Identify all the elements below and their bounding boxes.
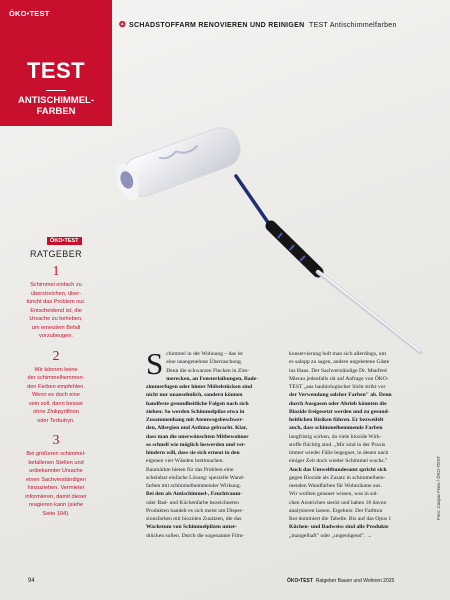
article-line: TEST „aus baubiologischer Sicht strikt vor	[289, 384, 386, 390]
article-line: chen Anstrichen steckt und haben 18 davon	[289, 499, 387, 506]
article-line: oder Bad- und Küchenfarbe bezeichneten	[146, 499, 239, 506]
article-column-2	[289, 350, 426, 540]
article-line: Rot dominiert die Tabelle. Bis auf das Opus 1	[289, 516, 392, 522]
article-line: ins Haus. Der Sachverständige Dr. Manfred	[289, 367, 387, 374]
article-line: Wachstum von Schimmelpilzen unter-	[146, 524, 238, 531]
article-line: den, Allergien und Asthma gebracht. Klar,	[146, 425, 248, 432]
article-line: eigenen vier Wänden breitmachen.	[146, 458, 224, 465]
article-line: farben mit schimmelhemmender Wirkung.	[146, 483, 242, 489]
tip-number: 2	[52, 348, 60, 364]
article-line: hindern will, dass sie sich erneut in den	[146, 450, 240, 456]
article-line: drücken sollen. Durch die sogenannte Film-	[146, 532, 245, 539]
ratgeber-sidebar	[4, 229, 108, 518]
tip-text: Schimmel einfach zu überstreichen, über- tüncht das Problem nur. Entscheidend ist, die Ursache zu beheben, um erneutem Befall vorzubeugen.	[26, 282, 86, 339]
article-line: der Verwendung solcher Farben" ab. Denn	[289, 392, 392, 399]
tip-text: Bei größeren schimmel- befallenen Stellen und unbekannter Ursache einen Sachverständigen hinzuziehen. Vermieter informieren, damit dieser reagieren kann (siehe Seite 104).	[25, 451, 87, 517]
section-label: TEST Antischimmelfarben	[309, 22, 397, 29]
article-line: sionsfarben mit bioziden Zusätzen, die das	[146, 516, 242, 522]
article-line: dass man die unerwünschten Mitbewohner	[146, 433, 249, 440]
footer-publication: ÖKO•TEST Ratgeber Bauen und Wohnen 2025	[287, 578, 395, 584]
article-line: scheinbar einfache Lösung: spezielle Wand-	[146, 474, 245, 481]
tip-text: Wir können keine der schimmelhemmen- den Farben empfehlen. Wenn es doch eine sein soll, dann besser ohne Zinkpyrithion oder Terbutryn.	[27, 366, 85, 424]
article-line: Baumärkte bieten für das Problem eine	[146, 466, 234, 473]
article-line: Auch das Umweltbundesamt spricht sich	[289, 466, 387, 473]
tip-number: 1	[52, 264, 60, 279]
article-line: heitlichen Risiken führen. Er bezweifelt	[289, 417, 384, 423]
photo-credit: Foto: Caspar Fries / ÖKO-TEST	[436, 455, 441, 520]
article-line: durch Ausgasen oder Abrieb könnten die	[289, 400, 387, 407]
article-line: Küchen- und Badweiss sind alle Produkte	[289, 524, 389, 531]
article-line: einiger Zeit doch wieder Schimmel wuchs."	[289, 458, 388, 465]
article-line: langfristig wirken, da viele biozide Wirk-	[289, 433, 382, 440]
brand-logo-text: ÖKO•TEST	[9, 9, 50, 18]
article-line: auch, dass schimmelhemmende Farben	[289, 425, 383, 432]
tip-number: 3	[52, 433, 60, 448]
article-column-1	[146, 346, 283, 540]
test-heading: TEST	[26, 58, 86, 83]
article-line: gegen Biozide als Zusatz in schimmelhem-	[289, 474, 386, 481]
article-line: nicht nur unansehnlich, sondern können	[146, 392, 243, 399]
page-number: 94	[28, 578, 35, 584]
article-line: Produkten handelt es sich meist um Disper-	[146, 507, 244, 514]
article-line: so schnell wie möglich loswerden und ver-	[146, 441, 246, 448]
article-line: Denn die schwarzen Flecken in Zim-	[166, 367, 250, 374]
article-line: stoffe flüchtig sind. „Mir sind in der Praxis	[289, 441, 386, 448]
article-line: Biozide freigesetzt werden und zu gesund-	[289, 408, 390, 415]
article-line: „mangelhaft" oder „ungenügend". →	[289, 532, 373, 539]
section-line	[119, 20, 397, 29]
section-title: SCHADSTOFFARM RENOVIEREN UND REINIGEN	[129, 22, 305, 29]
article-line: es salopp zu sagen, andere ungebetene Gäste	[289, 359, 390, 366]
article-line: menden Wandfarben für Wohnräume aus.	[289, 483, 382, 489]
article-line: Mierau jedenfalls rät auf Anfrage von ÖKO-	[289, 375, 389, 382]
sidebar-brand: ÖKO•TEST	[47, 237, 82, 245]
article-line: analysieren lassen. Ergebnis: Der Farbton	[289, 507, 383, 514]
section-header-box	[0, 0, 112, 126]
article-line: ziehen: So werden Schimmelpilze etwa in	[146, 408, 245, 415]
header-subtitle: ANTISCHIMMEL- FARBEN	[18, 95, 94, 117]
article-line: zimmerfugen oder hinter Möbelstücken sind	[146, 384, 253, 390]
article-line: chimmel in der Wohnung – das ist	[166, 351, 243, 357]
maple-leaf-icon: ❂	[119, 20, 127, 29]
sidebar-title: RATGEBER	[29, 249, 83, 259]
article-line: handfeste gesundheitliche Folgen nach sich	[146, 400, 249, 407]
article-line: konservierung holt man sich allerdings, um	[289, 351, 386, 357]
article-line: Wir wollten genauer wissen, was in sol-	[289, 491, 379, 498]
article-line: Zusammenhang mit Atemwegsbeschwer-	[146, 417, 244, 423]
drop-cap: S	[146, 346, 164, 381]
article-line: merecken, an Fensterlaibungen, Bade-	[166, 375, 258, 382]
article-line: Bei den als Antischimmel-, Feuchtraum-	[146, 491, 243, 498]
header-divider	[46, 90, 66, 91]
article-line: immer wieder Fälle begegnet, in denen nach	[289, 450, 389, 456]
article-line: eine unangenehme Überraschung.	[166, 359, 243, 366]
